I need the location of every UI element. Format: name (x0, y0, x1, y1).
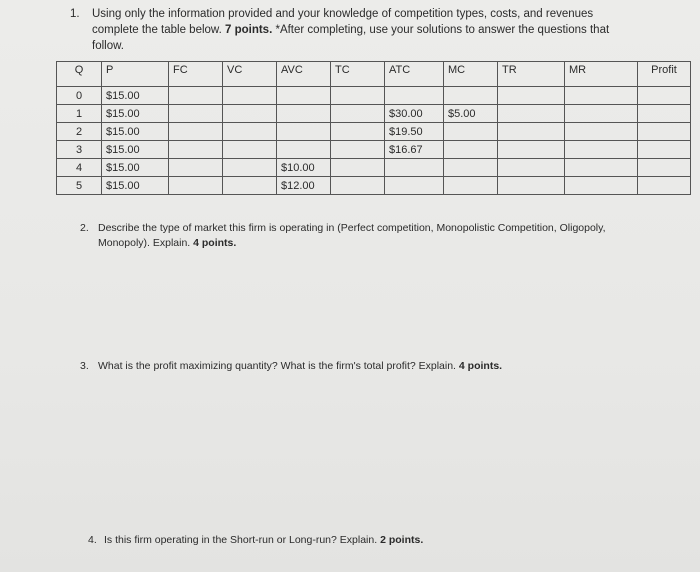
cell-tr (498, 105, 565, 123)
cell-mr (565, 87, 638, 105)
table-row (57, 87, 691, 105)
cell-mc (444, 177, 498, 195)
cell-fc (169, 141, 223, 159)
cell-fc (169, 177, 223, 195)
cell-tc (331, 177, 385, 195)
question-3-prompt: What is the profit maximizing quantity? What is the firm's total profit? Explain. (98, 360, 456, 372)
cell-tr (498, 141, 565, 159)
table-row (57, 105, 691, 123)
cell-mc (444, 159, 498, 177)
cell-fc (169, 87, 223, 105)
cell-q: 1 (57, 105, 102, 123)
table-row (57, 123, 691, 141)
cell-vc (223, 123, 277, 141)
cell-tr (498, 159, 565, 177)
cell-profit (638, 105, 691, 123)
header-profit: Profit (638, 62, 691, 87)
cell-p: $15.00 (102, 105, 169, 123)
cell-p: $15.00 (102, 123, 169, 141)
cell-atc: $16.67 (385, 141, 444, 159)
question-3-points: 4 points. (458, 360, 503, 372)
cell-tr (498, 123, 565, 141)
cell-q: 3 (57, 141, 102, 159)
cell-q: 4 (57, 159, 102, 177)
cell-mc: $5.00 (444, 105, 498, 123)
cell-mr (565, 177, 638, 195)
cell-vc (223, 87, 277, 105)
cell-avc: $10.00 (277, 159, 331, 177)
cell-q: 2 (57, 123, 102, 141)
question-4-prompt: Is this firm operating in the Short-run or Long-run? Explain. (104, 534, 378, 546)
cell-mc (444, 141, 498, 159)
cell-atc (385, 87, 444, 105)
cell-fc (169, 123, 223, 141)
header-mc: MC (444, 62, 498, 87)
cell-profit (638, 123, 691, 141)
cell-mr (565, 141, 638, 159)
header-atc: ATC (385, 62, 444, 87)
cell-q: 5 (57, 177, 102, 195)
header-tc: TC (331, 62, 385, 87)
table-header-row (57, 62, 691, 87)
cell-fc (169, 159, 223, 177)
question-2-number: 2. (80, 222, 89, 234)
question-4-points: 2 points. (380, 534, 424, 546)
cell-q: 0 (57, 87, 102, 105)
table-row (57, 141, 691, 159)
header-vc: VC (223, 62, 277, 87)
question-3-number: 3. (80, 360, 89, 372)
cell-avc (277, 141, 331, 159)
cell-profit (638, 87, 691, 105)
question-1-text (92, 6, 632, 54)
cell-p: $15.00 (102, 177, 169, 195)
question-4-text (104, 533, 624, 548)
cost-revenue-table (56, 61, 691, 195)
question-1-points: 7 points. (224, 24, 273, 36)
cell-avc: $12.00 (277, 177, 331, 195)
cell-atc: $19.50 (385, 123, 444, 141)
cell-vc (223, 177, 277, 195)
cell-tc (331, 105, 385, 123)
question-3-text (98, 359, 638, 374)
cell-p: $15.00 (102, 87, 169, 105)
header-avc: AVC (277, 62, 331, 87)
table-row (57, 159, 691, 177)
cell-vc (223, 159, 277, 177)
cell-mr (565, 123, 638, 141)
cell-tc (331, 159, 385, 177)
header-tr: TR (498, 62, 565, 87)
cell-atc (385, 177, 444, 195)
question-2-points: 4 points. (193, 237, 237, 249)
header-p: P (102, 62, 169, 87)
cell-profit (638, 177, 691, 195)
cell-vc (223, 105, 277, 123)
question-1-prompt: Using only the information provided and your knowledge of competition types, costs, and revenues complete the table below. (92, 8, 594, 36)
cell-profit (638, 141, 691, 159)
question-4-number: 4. (88, 534, 97, 546)
cell-fc (169, 105, 223, 123)
cell-avc (277, 87, 331, 105)
question-1-note: *After completing, use your solutions to answer the questions that follow. (92, 24, 610, 52)
cell-mc (444, 87, 498, 105)
header-q: Q (57, 62, 102, 87)
cell-avc (277, 105, 331, 123)
question-2-text (98, 221, 638, 251)
cell-vc (223, 141, 277, 159)
cell-mc (444, 123, 498, 141)
cell-tc (331, 141, 385, 159)
cell-tc (331, 123, 385, 141)
cell-atc: $30.00 (385, 105, 444, 123)
cell-profit (638, 159, 691, 177)
question-2-prompt: Describe the type of market this firm is operating in (Perfect competition, Monopolistic Competition, Oligopoly, Monopoly). Explain. (98, 222, 606, 249)
cell-tr (498, 177, 565, 195)
cell-tr (498, 87, 565, 105)
question-1-number: 1. (70, 8, 80, 20)
table-row (57, 177, 691, 195)
cell-p: $15.00 (102, 159, 169, 177)
cell-tc (331, 87, 385, 105)
cell-atc (385, 159, 444, 177)
cell-mr (565, 105, 638, 123)
cell-mr (565, 159, 638, 177)
cell-p: $15.00 (102, 141, 169, 159)
cell-avc (277, 123, 331, 141)
header-mr: MR (565, 62, 638, 87)
header-fc: FC (169, 62, 223, 87)
